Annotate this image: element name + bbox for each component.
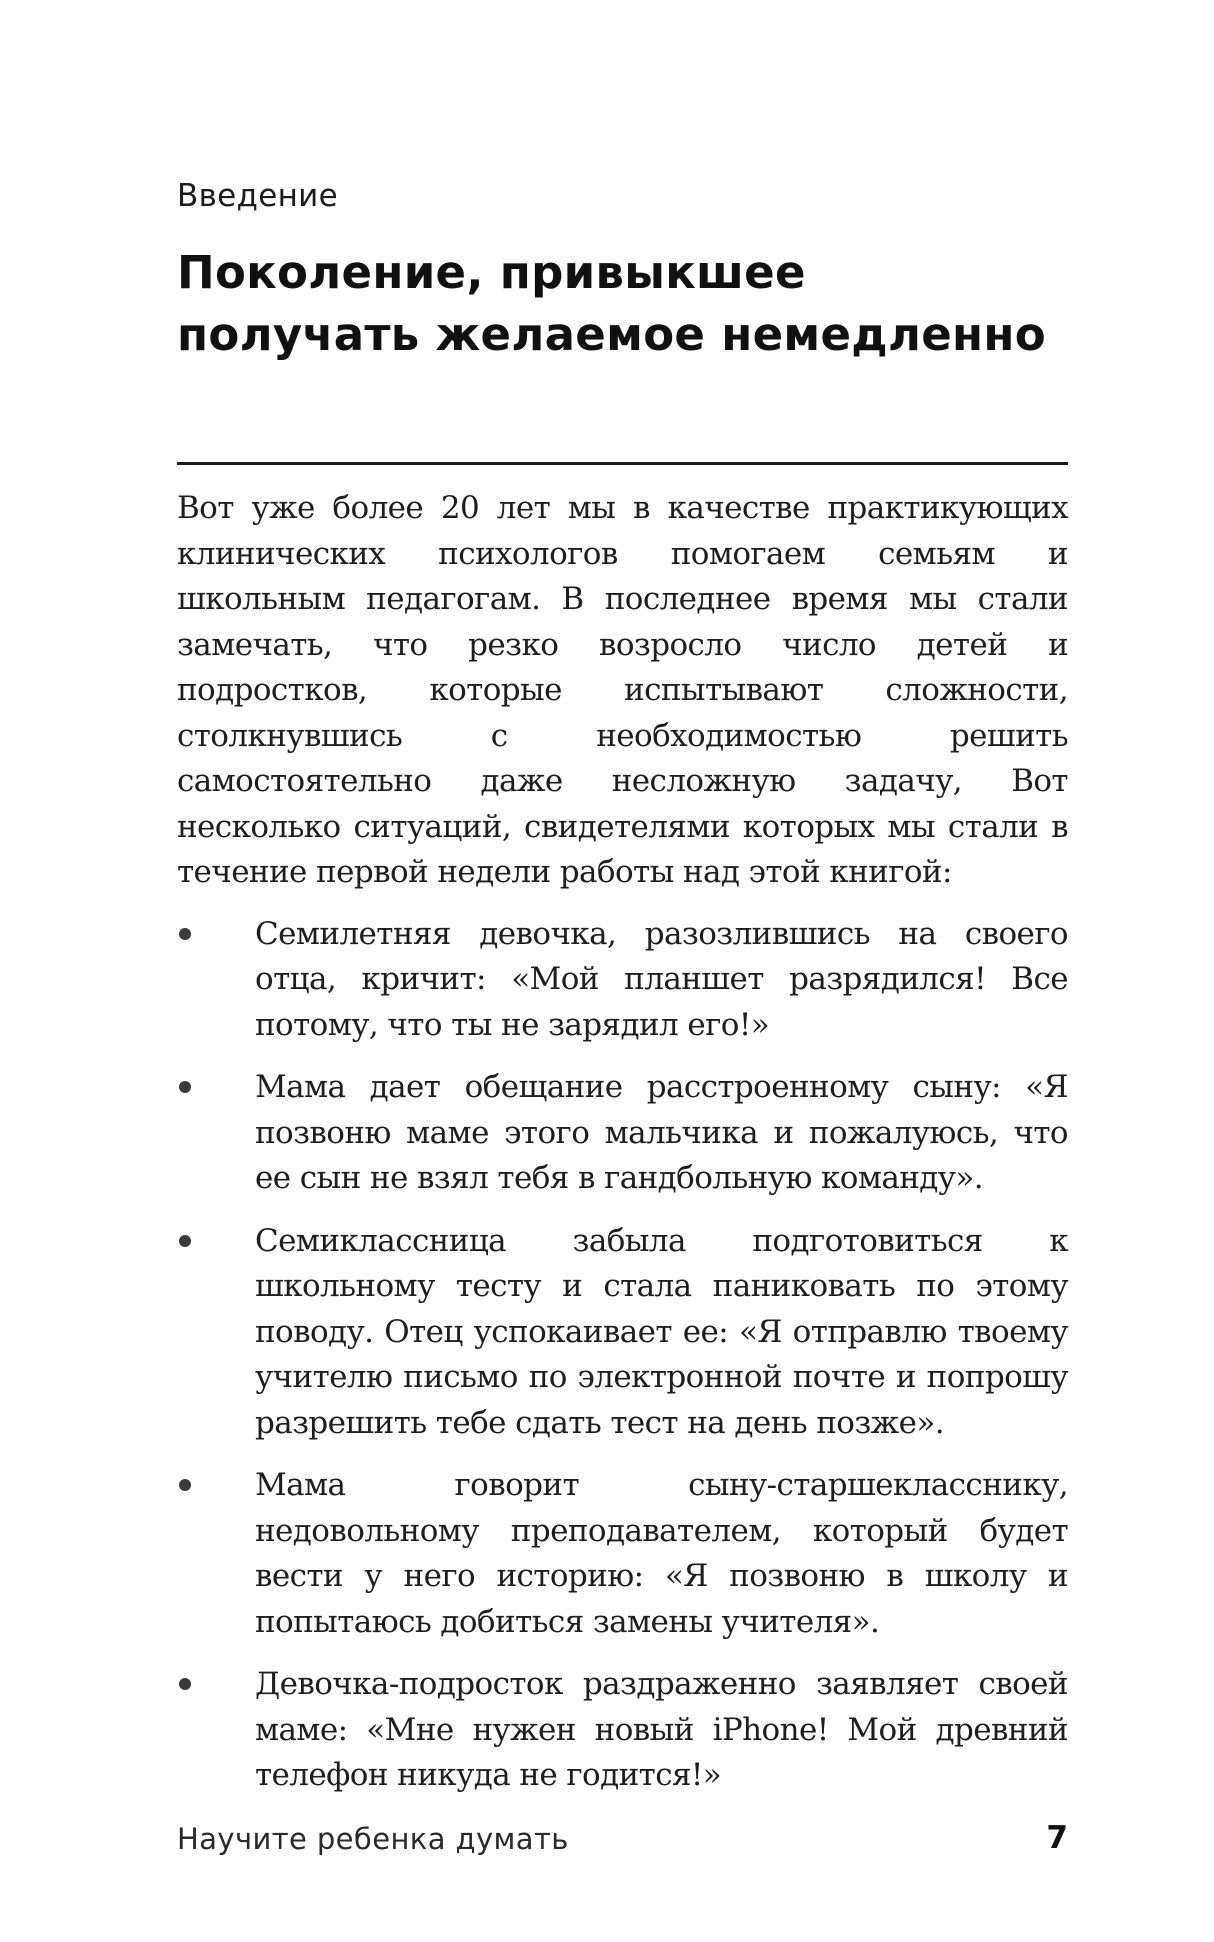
chapter-title bbox=[177, 242, 1077, 366]
running-title: Научите ребенка думать bbox=[177, 1822, 569, 1856]
bullet-icon bbox=[179, 928, 191, 940]
list-item-text: Семилетняя девочка, разозлившись на своего отца, кричит: «Мой планшет разрядился! Все потому, что ты не зарядил его!» bbox=[255, 915, 1068, 1043]
list-item-text: Семиклассница забыла подготовиться к школьному тесту и стала паниковать по этому поводу. Отец успокаивает ее: «Я отправлю твоему учителю письмо по электронной почте и попрошу разрешить тебе сдать тест на день позже». bbox=[255, 1222, 1068, 1441]
bullet-icon bbox=[179, 1081, 191, 1093]
chapter-title-line-2: получать желаемое немедленно bbox=[177, 308, 1047, 361]
bullet-icon bbox=[179, 1235, 191, 1247]
list-item bbox=[177, 1662, 1068, 1799]
bullet-icon bbox=[179, 1479, 191, 1491]
situations-list bbox=[177, 912, 1068, 1799]
list-item-text: Мама дает обещание расстроенному сыну: «Я позвоню маме этого мальчика и пожалуюсь, что ее сын не взял тебя в гандбольную команду». bbox=[255, 1069, 1068, 1196]
list-item bbox=[177, 912, 1068, 1049]
title-divider bbox=[177, 462, 1068, 465]
bullet-icon bbox=[179, 1678, 191, 1690]
chapter-title-line-1: Поколение, привыкшее bbox=[177, 246, 806, 299]
list-item bbox=[177, 1463, 1068, 1645]
intro-paragraph: Вот уже более 20 лет мы в качестве практикующих клинических психологов помогаем семьям и школьным педагогам. В последнее время мы стали замечать, что резко возросло число детей и подростков, которые испытывают сложности, столкнувшись с необходимостью решить самостоятельно даже несложную задачу, Вот несколько ситуаций, свидетелями которых мы стали в течение первой недели работы над этой книгой: bbox=[177, 490, 1068, 890]
page-number: 7 bbox=[1046, 1820, 1068, 1856]
body-text bbox=[177, 486, 1068, 1816]
section-label: Введение bbox=[177, 178, 339, 214]
list-item bbox=[177, 1065, 1068, 1202]
list-item-text: Девочка-подросток раздраженно заявляет своей маме: «Мне нужен новый iPhone! Мой древний телефон никуда не годится!» bbox=[255, 1666, 1068, 1793]
list-item bbox=[177, 1219, 1068, 1447]
list-item-text: Мама говорит сыну-старшекласснику, недовольному преподавателем, который будет вести у него историю: «Я позвоню в школу и попытаюсь добиться замены учителя». bbox=[255, 1467, 1068, 1640]
